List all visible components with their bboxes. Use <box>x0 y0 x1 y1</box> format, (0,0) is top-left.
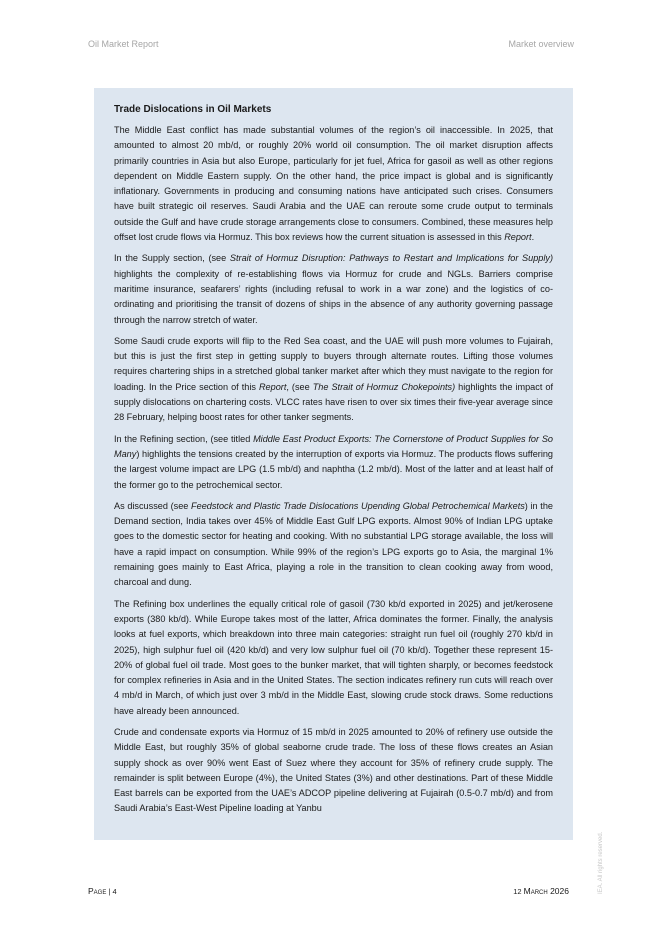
copyright-note: IEA. All rights reserved. <box>598 831 604 894</box>
paragraph-text: highlights the complexity of re-establishing flows via Hormuz for crude and NGLs. Barriers comprise maritime insurance, seafarers’ rights (including refusal to work in a war zone) and the logistics of co-ordinating and prioritising the transit of dozens of ships in the absence of any authority governing passage through the narrow stretch of water. <box>114 268 553 325</box>
report-title: Oil Market Report <box>88 39 159 49</box>
italic-reference: Strait of Hormuz Disruption: Pathways to Restart and Implications for Supply) <box>229 253 553 264</box>
paragraph-text: . <box>531 232 535 243</box>
box-body <box>114 123 553 817</box>
info-box <box>94 88 573 840</box>
date-day: 12 <box>513 887 522 896</box>
italic-reference: Report <box>504 232 532 243</box>
paragraph <box>114 597 553 719</box>
italic-reference: Report <box>258 381 287 392</box>
paragraph-text: Crude and condensate exports via Hormuz of 15 mb/d in 2025 amounted to 20% of refinery use outside the Middle East, but roughly 35% of global seaborne crude trade. The loss of these flows creates an Asian supply shock as over 90% went East of Suez where they account for 35% of refinery crude supply. The remainder is split between Europe (4%), the United States (3%) and other destinations. Part of these Middle East barrels can be exported from the UAE’s ADCOP pipeline delivering at Fujairah (0.5-0.7 mb/d) and from Saudi Arabia’s East-West Pipeline loading at Yanbu <box>114 726 553 814</box>
paragraph-text: The Middle East conflict has made substantial volumes of the region’s oil inaccessible. In 2025, that amounted to almost 20 mb/d, or roughly 20% world oil consumption. The oil market disruption affects primarily countries in Asia but also Europe, particularly for jet fuel, Africa for gasoil as well as other regions dependent on Middle Eastern supply. On the other hand, the price impact is global and is significantly inflationary. Governments in producing and consuming nations have anticipated such crises. Consumers have built strategic oil reserves. Saudi Arabia and the UAE can reroute some crude output to terminals outside the Gulf and have crude storage arrangements close to consumers. Combined, these measures help offset lost crude flows via Hormuz. This box reviews how the current situation is assessed in this <box>114 125 553 243</box>
paragraph <box>114 123 553 245</box>
italic-reference: Feedstock and Plastic Trade Dislocations Upending Global Petrochemical Markets <box>191 500 525 511</box>
paragraph <box>114 725 553 817</box>
paragraph-text: In the Refining section, (see titled <box>114 433 254 444</box>
date-month-year: March 2026 <box>523 886 569 896</box>
paragraph-text: , (see <box>286 381 313 392</box>
paragraph <box>114 432 553 493</box>
paragraph-text: ) in the Demand section, India takes over 45% of Middle East Gulf LPG exports. Almost 90% of Indian LPG uptake goes to the domestic sector for heating and cooking. With no substantial LPG storage available, the loss will have a rapid impact on consumption. While 99% of the region’s LPG exports go to Asia, the marginal 1% remaining goes mainly to East Africa, playing a role in the transition to clean cooking away from wood, charcoal and dung. <box>114 500 553 588</box>
paragraph <box>114 499 553 591</box>
paragraph-text: Some Saudi crude exports will flip to the Red Sea coast, and the UAE will push more volumes to Fujairah, but this is just the first step in getting supply to buyers through alternate routes. Lifting those volumes requires chartering ships in a stretched global tanker market after which they must navigate to the region for loading. In the Price section of this <box>114 335 553 392</box>
page-number <box>88 886 117 896</box>
paragraph-text: ) highlights the tensions created by the interruption of exports via Hormuz. The products flows suffering the largest volume impact are LPG (1.5 mb/d) and naphtha (1.2 mb/d). Most of the latter and at least half of the former go to the petrochemical sector. <box>114 448 553 490</box>
paragraph <box>114 251 553 327</box>
publication-date <box>513 886 569 896</box>
italic-reference: Middle East Product Exports: The Cornerstone of Product Supplies for So Many <box>114 433 553 459</box>
paragraph-text: The Refining box underlines the equally critical role of gasoil (730 kb/d exported in 2025) and jet/kerosene exports (380 kb/d). While Europe takes most of the latter, Africa dominates the former. Finally, the analysis looks at fuel exports, which breakdown into three main categories: straight run fuel oil (roughly 270 kb/d in 2025), high sulphur fuel oil (420 kb/d) and very low sulphur fuel oil (70 kb/d). Together these represent 15-20% of global fuel oil trade. Most goes to the bunker market, that will tighten sharply, or becomes feedstock for complex refineries in Asia and in the United States. The section indicates refinery run cuts will reach over 4 mb/d in March, of which just over 3 mb/d in the Middle East, slowing crude stock draws. Some reductions have already been announced. <box>114 598 553 716</box>
paragraph <box>114 334 553 426</box>
section-title: Market overview <box>508 39 574 49</box>
paragraph-text: As discussed (see <box>114 500 192 511</box>
paragraph-text: highlights the impact of supply dislocations on chartering costs. VLCC rates have risen to over six times their five-year average since 28 February, helping boost rates for other tanker segments. <box>114 381 553 423</box>
italic-reference: The Strait of Hormuz Chokepoints) <box>312 381 456 392</box>
box-title: Trade Dislocations in Oil Markets <box>114 104 272 115</box>
page-label: Page <box>88 886 107 896</box>
page-number-value: 4 <box>112 887 117 896</box>
paragraph-text: In the Supply section, (see <box>114 253 230 264</box>
page-separator: | <box>106 887 113 896</box>
